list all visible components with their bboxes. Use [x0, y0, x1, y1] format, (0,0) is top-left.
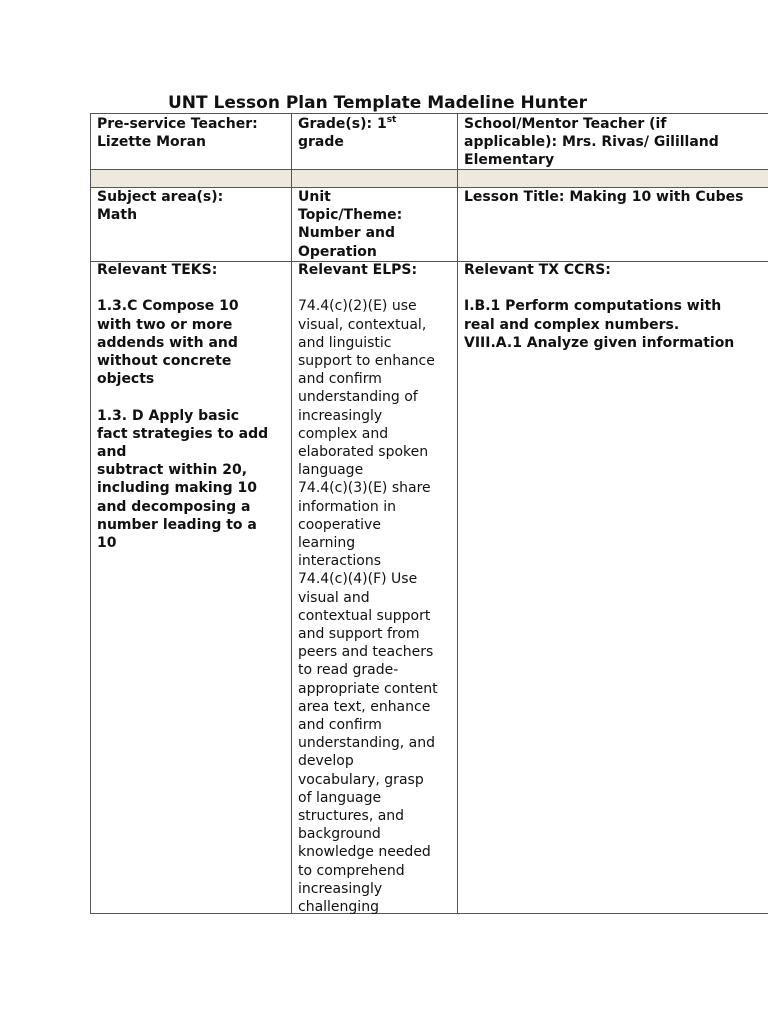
teks-heading: Relevant TEKS:	[97, 262, 218, 278]
teks-item-line: addends with and	[97, 334, 238, 351]
elps-line: understanding, and	[298, 735, 436, 752]
unit-topic-line: Topic/Theme:	[298, 207, 403, 224]
elps-line: challenging	[298, 899, 379, 916]
elps-line: contextual support	[298, 607, 431, 624]
teks-item-line: and	[97, 444, 127, 460]
table-column-divider	[291, 113, 292, 914]
elps-line: language	[298, 462, 364, 479]
spacer	[97, 388, 268, 406]
table-border-top	[90, 113, 768, 114]
school-mentor-line: applicable): Mrs. Rivas/ Gililland	[464, 134, 719, 151]
elps-line: background	[298, 826, 381, 843]
elps-line: peers and teachers	[298, 644, 434, 661]
grade-value: grade	[298, 134, 344, 151]
elps-line: structures, and	[298, 808, 405, 825]
elps-line: knowledge needed	[298, 844, 431, 861]
spacer	[97, 279, 268, 297]
ccrs-line: real and complex numbers.	[464, 316, 680, 333]
subject-area-label: Subject area(s):	[97, 189, 224, 205]
elps-line: 74.4(c)(4)(F) Use	[298, 571, 418, 588]
elps-line: visual, contextual,	[298, 316, 427, 333]
lesson-title-cell	[464, 188, 743, 206]
preservice-teacher-cell	[97, 115, 258, 151]
elps-line: to read grade-	[298, 662, 399, 679]
elps-heading: Relevant ELPS:	[298, 262, 418, 278]
elps-line: to comprehend	[298, 862, 405, 879]
document-title: UNT Lesson Plan Template Madeline Hunter	[168, 93, 588, 113]
teks-item-line: number leading to a	[97, 516, 257, 533]
elps-line: cooperative	[298, 516, 381, 533]
elps-line: support to enhance	[298, 353, 435, 369]
school-mentor-cell	[464, 115, 719, 170]
teks-item-line: 1.3. D Apply basic	[97, 407, 240, 424]
elps-line: 74.4(c)(2)(E) use	[298, 298, 417, 315]
grade-superscript: st	[386, 115, 397, 125]
shaded-separator-row	[91, 170, 768, 187]
ccrs-line: I.B.1 Perform computations with	[464, 298, 722, 315]
elps-line: appropriate content	[298, 680, 438, 697]
elps-line: interactions	[298, 553, 382, 570]
elps-line: and linguistic	[298, 334, 392, 351]
ccrs-heading: Relevant TX CCRS:	[464, 262, 611, 278]
unit-topic-line: Operation	[298, 243, 377, 260]
elps-line: visual and	[298, 589, 370, 606]
school-mentor-line: School/Mentor Teacher (if	[464, 116, 667, 132]
teks-item-line: objects	[97, 371, 155, 388]
teks-item-line: 10	[97, 535, 117, 552]
elps-line: complex and	[298, 425, 389, 442]
elps-line: and support from	[298, 626, 420, 643]
elps-cell	[298, 261, 438, 916]
elps-line: increasingly	[298, 880, 383, 897]
teks-item-line: and decomposing a	[97, 498, 251, 515]
elps-line: information in	[298, 498, 397, 515]
grade-label-line	[298, 115, 396, 133]
elps-line: vocabulary, grasp	[298, 771, 424, 788]
unit-topic-line: Unit	[298, 189, 331, 205]
lesson-title: Lesson Title: Making 10 with Cubes	[464, 189, 744, 205]
ccrs-line: VIII.A.1 Analyze given information	[464, 334, 735, 351]
grade-cell	[298, 115, 396, 151]
table-border-left	[90, 113, 91, 914]
teks-cell	[97, 261, 268, 552]
elps-line: and confirm	[298, 717, 382, 734]
table-column-divider	[457, 113, 458, 914]
spacer	[464, 279, 734, 297]
elps-line: area text, enhance	[298, 698, 431, 715]
grade-label: Grade(s): 1	[298, 116, 387, 132]
unit-topic-cell	[298, 188, 402, 261]
elps-text	[298, 297, 438, 916]
elps-line: elaborated spoken	[298, 444, 429, 461]
preservice-teacher-name: Lizette Moran	[97, 134, 206, 151]
subject-area-cell	[97, 188, 223, 224]
teks-item-line: including making 10	[97, 480, 258, 497]
preservice-teacher-label: Pre-service Teacher:	[97, 116, 258, 132]
school-mentor-line: Elementary	[464, 152, 555, 169]
ccrs-cell	[464, 261, 734, 352]
subject-area-value: Math	[97, 207, 138, 224]
unit-topic-line: Number and	[298, 225, 396, 242]
elps-line: 74.4(c)(3)(E) share	[298, 480, 431, 497]
spacer	[298, 279, 438, 297]
teks-item-line: 1.3.C Compose 10	[97, 298, 239, 315]
elps-line: understanding of	[298, 389, 418, 406]
elps-line: of language	[298, 789, 382, 806]
teks-item-line: without concrete	[97, 353, 232, 369]
elps-line: and confirm	[298, 371, 382, 388]
teks-item-line: subtract within 20,	[97, 462, 248, 479]
elps-line: increasingly	[298, 407, 383, 424]
elps-line: learning	[298, 535, 356, 552]
elps-line: develop	[298, 753, 354, 770]
teks-item-line: fact strategies to add	[97, 425, 269, 442]
teks-item-line: with two or more	[97, 316, 233, 333]
